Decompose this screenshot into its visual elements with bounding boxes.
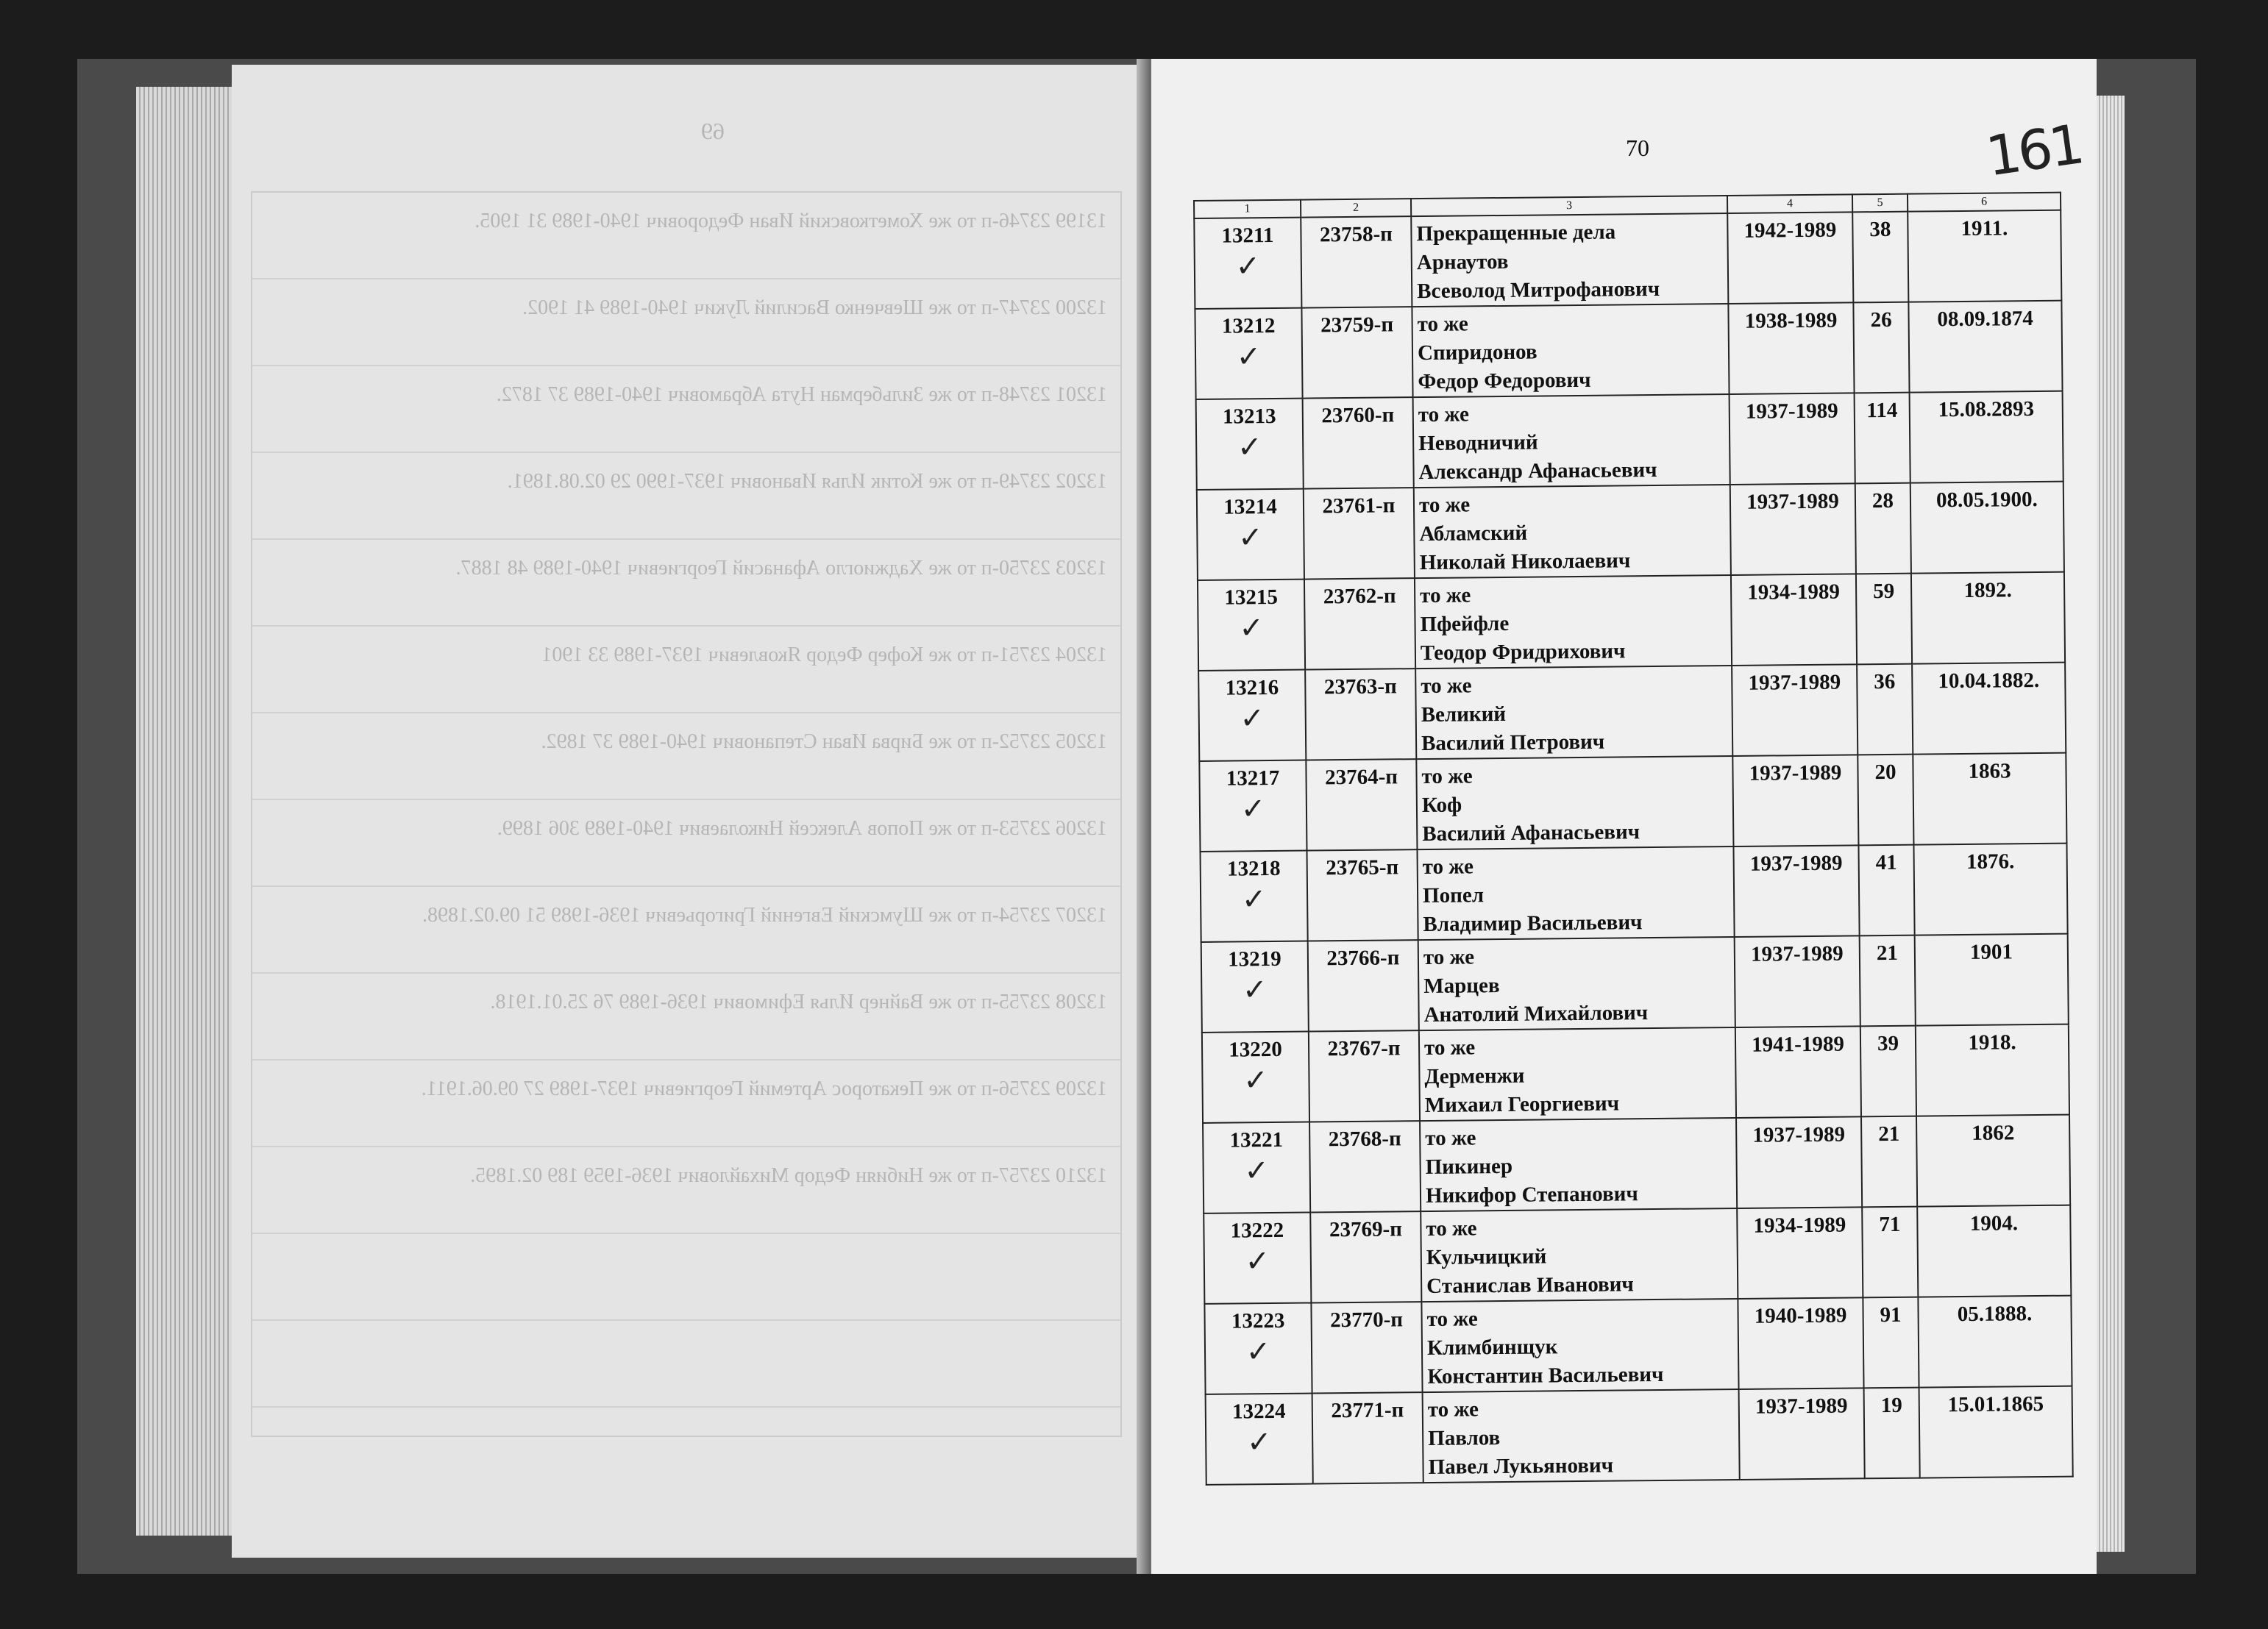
case-number: 23769-п xyxy=(1310,1211,1421,1302)
check-mark-icon: ✓ xyxy=(1241,883,1267,917)
check-mark-icon: ✓ xyxy=(1242,973,1268,1008)
column-header: 4 xyxy=(1727,194,1852,213)
case-number: 23759-п xyxy=(1301,307,1412,398)
case-number: 23763-п xyxy=(1305,669,1416,760)
ghost-page-number: 69 xyxy=(701,118,725,144)
case-number: 23761-п xyxy=(1304,488,1415,579)
case-description: то же xyxy=(1421,764,1473,789)
case-description-cell xyxy=(1417,846,1734,940)
table-row xyxy=(1201,934,2069,1033)
register-table xyxy=(1193,192,2074,1486)
ghost-row: 13202 23749-п то же Котик Илья Иванович 1937-1990 29 02.08.1891. xyxy=(507,470,1107,493)
surname: Пфейфле xyxy=(1420,611,1510,637)
years-range: 1937-1989 xyxy=(1730,483,1856,575)
record-number-cell xyxy=(1204,1303,1312,1394)
record-number-cell xyxy=(1204,1213,1311,1304)
given-name: Николай Николаевич xyxy=(1419,549,1631,575)
column-header: 2 xyxy=(1301,199,1411,217)
check-mark-icon: ✓ xyxy=(1239,611,1265,646)
years-range: 1937-1989 xyxy=(1730,393,1855,485)
surname: Климбинщук xyxy=(1426,1335,1558,1361)
years-range: 1937-1989 xyxy=(1739,1388,1865,1480)
years-range: 1940-1989 xyxy=(1738,1297,1863,1389)
case-description-cell xyxy=(1421,1208,1738,1302)
sheet-count: 71 xyxy=(1862,1207,1918,1298)
ghost-row: 13203 23750-п то же Хаджиогло Афанасий Георгиевич 1940-1989 48 1887. xyxy=(455,557,1107,580)
years-range: 1937-1989 xyxy=(1732,755,1858,846)
check-mark-icon: ✓ xyxy=(1243,1063,1268,1098)
ghost-row: 13206 23753-п то же Попов Алексей Николаевич 1940-1989 306 1899. xyxy=(497,817,1107,840)
sheet-count: 20 xyxy=(1858,755,1913,846)
page-stack-edge xyxy=(136,87,235,1536)
years-range: 1934-1989 xyxy=(1731,574,1857,666)
record-number-cell xyxy=(1195,308,1302,399)
surname: Спиридонов xyxy=(1417,340,1538,366)
case-description: то же xyxy=(1421,674,1472,699)
given-name: Михаил Георгиевич xyxy=(1424,1091,1620,1118)
surname: Коф xyxy=(1421,793,1462,818)
given-name: Константин Васильевич xyxy=(1427,1362,1664,1389)
surname: Кульчицкий xyxy=(1426,1244,1547,1270)
birth-date: 1901 xyxy=(1915,934,2069,1026)
ghost-row: 13208 23755-п то же Вайнер Илья Ефимович 1936-1989 76 25.01.1918. xyxy=(490,991,1107,1013)
table-row xyxy=(1203,1115,2070,1213)
case-number: 23766-п xyxy=(1308,940,1419,1031)
case-number: 23760-п xyxy=(1303,397,1414,488)
years-range: 1937-1989 xyxy=(1736,1116,1862,1208)
column-header: 1 xyxy=(1194,200,1301,218)
table-row xyxy=(1202,1024,2069,1123)
given-name: Павел Лукьянович xyxy=(1428,1453,1614,1480)
sheet-count: 19 xyxy=(1864,1388,1920,1479)
page-stack-edge-right xyxy=(2097,96,2125,1552)
record-number-cell xyxy=(1197,489,1304,580)
birth-date: 15.08.2893 xyxy=(1910,391,2063,483)
years-range: 1938-1989 xyxy=(1728,302,1854,394)
record-number: 13221 xyxy=(1229,1127,1284,1152)
years-range: 1937-1989 xyxy=(1735,935,1860,1027)
table-row xyxy=(1198,572,2065,671)
case-description: то же xyxy=(1426,1307,1478,1332)
ghost-row: 13200 23747-п то же Шевченко Василий Лукич 1940-1989 41 1902. xyxy=(522,296,1107,319)
sheet-count: 39 xyxy=(1860,1026,1916,1117)
record-number: 13213 xyxy=(1222,404,1276,429)
case-description-cell xyxy=(1418,937,1735,1030)
given-name: Василий Афанасьевич xyxy=(1422,820,1640,846)
check-mark-icon: ✓ xyxy=(1240,702,1265,736)
case-number: 23758-п xyxy=(1301,216,1412,307)
surname: Дерменжи xyxy=(1424,1063,1525,1089)
record-number: 13218 xyxy=(1226,856,1281,881)
table-row xyxy=(1204,1296,2072,1394)
case-description-cell xyxy=(1419,1027,1736,1121)
sheet-count: 21 xyxy=(1860,935,1916,1027)
birth-date: 15.01.1865 xyxy=(1919,1386,2073,1478)
ghost-row: 13205 23752-п то же Бирва Иван Степанович 1940-1989 37 1892. xyxy=(541,730,1107,753)
case-description: то же xyxy=(1420,583,1471,608)
surname: Пикинер xyxy=(1425,1154,1513,1180)
birth-date: 1904. xyxy=(1917,1205,2071,1297)
column-header: 6 xyxy=(1908,193,2061,212)
given-name: Василий Петрович xyxy=(1421,730,1605,756)
check-mark-icon: ✓ xyxy=(1245,1335,1271,1369)
case-description: то же xyxy=(1423,1035,1476,1061)
surname: Арнаутов xyxy=(1416,249,1509,275)
check-mark-icon: ✓ xyxy=(1235,249,1261,284)
birth-date: 05.1888. xyxy=(1918,1296,2072,1388)
check-mark-icon: ✓ xyxy=(1237,430,1262,465)
given-name: Александр Афанасьевич xyxy=(1418,457,1657,485)
surname: Великий xyxy=(1421,702,1507,727)
record-number-cell xyxy=(1202,1032,1309,1123)
birth-date: 1892. xyxy=(1911,572,2065,664)
sheet-count: 38 xyxy=(1852,212,1908,303)
given-name: Никифор Степанович xyxy=(1425,1182,1638,1208)
check-mark-icon: ✓ xyxy=(1237,521,1263,555)
record-number: 13217 xyxy=(1226,766,1280,791)
table-row xyxy=(1204,1205,2071,1304)
case-description-cell xyxy=(1423,1389,1740,1483)
case-description-cell xyxy=(1412,304,1729,397)
birth-date: 1876. xyxy=(1913,844,2067,935)
given-name: Владимир Васильевич xyxy=(1423,910,1643,937)
years-range: 1934-1989 xyxy=(1737,1207,1863,1299)
case-number: 23770-п xyxy=(1311,1302,1422,1393)
record-number-cell xyxy=(1206,1394,1313,1485)
table-row xyxy=(1206,1386,2073,1485)
table-row xyxy=(1201,844,2068,942)
record-number: 13219 xyxy=(1228,947,1281,972)
case-number: 23767-п xyxy=(1309,1030,1420,1122)
table-row xyxy=(1198,663,2066,761)
case-number: 23764-п xyxy=(1306,759,1417,850)
ghost-row: 13207 23754-п то же Шумский Евгений Григорьевич 1936-1989 51 09.02.1898. xyxy=(422,904,1107,927)
case-description: то же xyxy=(1418,402,1470,427)
ghost-row: 13199 23746-п то же Хометковский Иван Федорович 1940-1989 31 1905. xyxy=(474,210,1107,232)
case-description: то же xyxy=(1418,493,1471,518)
sheet-count: 114 xyxy=(1855,393,1910,484)
sheet-count: 21 xyxy=(1861,1116,1917,1208)
case-description-cell xyxy=(1415,666,1732,759)
given-name: Теодор Фридрихович xyxy=(1420,639,1626,666)
case-description: то же xyxy=(1417,312,1468,337)
given-name: Станислав Иванович xyxy=(1426,1272,1634,1299)
surname: Павлов xyxy=(1428,1426,1501,1451)
record-number: 13216 xyxy=(1225,675,1279,700)
record-number-cell xyxy=(1194,218,1301,309)
record-number: 13224 xyxy=(1231,1399,1286,1424)
birth-date: 1911. xyxy=(1908,210,2061,302)
handwritten-sheet-number: 161 xyxy=(1982,113,2086,189)
case-description: то же xyxy=(1423,945,1475,970)
record-number-cell xyxy=(1199,760,1307,852)
sheet-count: 41 xyxy=(1858,845,1914,936)
case-number: 23771-п xyxy=(1312,1392,1423,1483)
table-row xyxy=(1195,301,2062,399)
surname: Абламский xyxy=(1419,521,1528,546)
check-mark-icon: ✓ xyxy=(1246,1425,1272,1460)
record-number-cell xyxy=(1196,399,1304,490)
case-description: то же xyxy=(1426,1216,1477,1241)
page-number: 70 xyxy=(1626,135,1649,161)
years-range: 1937-1989 xyxy=(1733,845,1859,937)
record-number: 13214 xyxy=(1223,494,1277,519)
case-description: то же xyxy=(1427,1397,1479,1422)
sheet-count: 26 xyxy=(1853,302,1909,393)
case-description-cell xyxy=(1414,485,1731,578)
case-number: 23762-п xyxy=(1304,578,1415,669)
record-number: 13220 xyxy=(1229,1037,1282,1062)
record-number: 13223 xyxy=(1231,1308,1285,1333)
case-number: 23768-п xyxy=(1309,1121,1421,1212)
sheet-count: 28 xyxy=(1855,483,1911,574)
check-mark-icon: ✓ xyxy=(1245,1244,1270,1279)
record-number: 13222 xyxy=(1230,1218,1284,1243)
record-number: 13215 xyxy=(1224,585,1279,610)
table-row xyxy=(1199,753,2066,852)
years-range: 1942-1989 xyxy=(1727,212,1853,304)
record-number-cell xyxy=(1203,1122,1310,1213)
case-description-cell xyxy=(1413,394,1730,488)
years-range: 1937-1989 xyxy=(1732,664,1858,756)
case-description: то же xyxy=(1422,855,1474,880)
given-name: Федор Федорович xyxy=(1418,368,1591,394)
bleed-through-page xyxy=(254,118,1122,1434)
case-description-cell xyxy=(1415,575,1732,669)
birth-date: 1863 xyxy=(1913,753,2066,845)
ghost-row: 13209 23756-п то же Пекаторос Артемий Георгиевич 1937-1989 27 09.06.1911. xyxy=(421,1077,1107,1100)
column-header: 5 xyxy=(1852,194,1908,213)
years-range: 1941-1989 xyxy=(1735,1026,1861,1118)
case-description-cell xyxy=(1421,1299,1738,1392)
record-number: 13211 xyxy=(1221,223,1274,248)
case-description-cell xyxy=(1420,1118,1737,1211)
birth-date: 08.05.1900. xyxy=(1910,482,2064,574)
birth-date: 08.09.1874 xyxy=(1908,301,2062,393)
birth-date: 1862 xyxy=(1916,1115,2070,1207)
table-row xyxy=(1196,391,2063,490)
surname: Попел xyxy=(1422,883,1485,908)
table-row xyxy=(1197,482,2064,580)
column-header: 3 xyxy=(1411,196,1727,216)
surname: Неводничий xyxy=(1418,430,1538,456)
case-number: 23765-п xyxy=(1307,849,1418,941)
sheet-count: 59 xyxy=(1856,574,1912,665)
birth-date: 10.04.1882. xyxy=(1912,663,2066,755)
check-mark-icon: ✓ xyxy=(1240,792,1266,827)
ghost-row: 13210 23757-п то же Нибиян Федор Михайлович 1936-1959 189 02.1895. xyxy=(470,1164,1107,1187)
case-description-cell xyxy=(1411,213,1728,307)
record-number-cell xyxy=(1201,941,1309,1033)
birth-date: 1918. xyxy=(1916,1024,2069,1116)
sheet-count: 36 xyxy=(1857,664,1913,755)
record-number-cell xyxy=(1201,851,1308,942)
case-description: Прекращенные дела xyxy=(1416,220,1616,246)
ghost-row: 13201 23748-п то же Зильберман Нута Абрамович 1940-1989 37 1872. xyxy=(496,383,1107,406)
check-mark-icon: ✓ xyxy=(1236,340,1262,374)
record-number: 13212 xyxy=(1221,313,1276,338)
case-description: то же xyxy=(1425,1126,1476,1151)
check-mark-icon: ✓ xyxy=(1244,1154,1270,1188)
ghost-table xyxy=(251,191,1122,1437)
given-name: Всеволод Митрофанович xyxy=(1417,277,1660,304)
record-number-cell xyxy=(1198,580,1305,671)
surname: Марцев xyxy=(1423,974,1500,999)
ghost-row: 13204 23751-п то же Кофер Федор Яковлевич 1937-1989 33 1901 xyxy=(541,644,1107,666)
given-name: Анатолий Михайлович xyxy=(1423,1001,1649,1027)
table-row xyxy=(1194,210,2061,309)
sheet-count: 91 xyxy=(1863,1297,1919,1389)
record-number-cell xyxy=(1198,670,1306,761)
case-description-cell xyxy=(1416,756,1733,849)
